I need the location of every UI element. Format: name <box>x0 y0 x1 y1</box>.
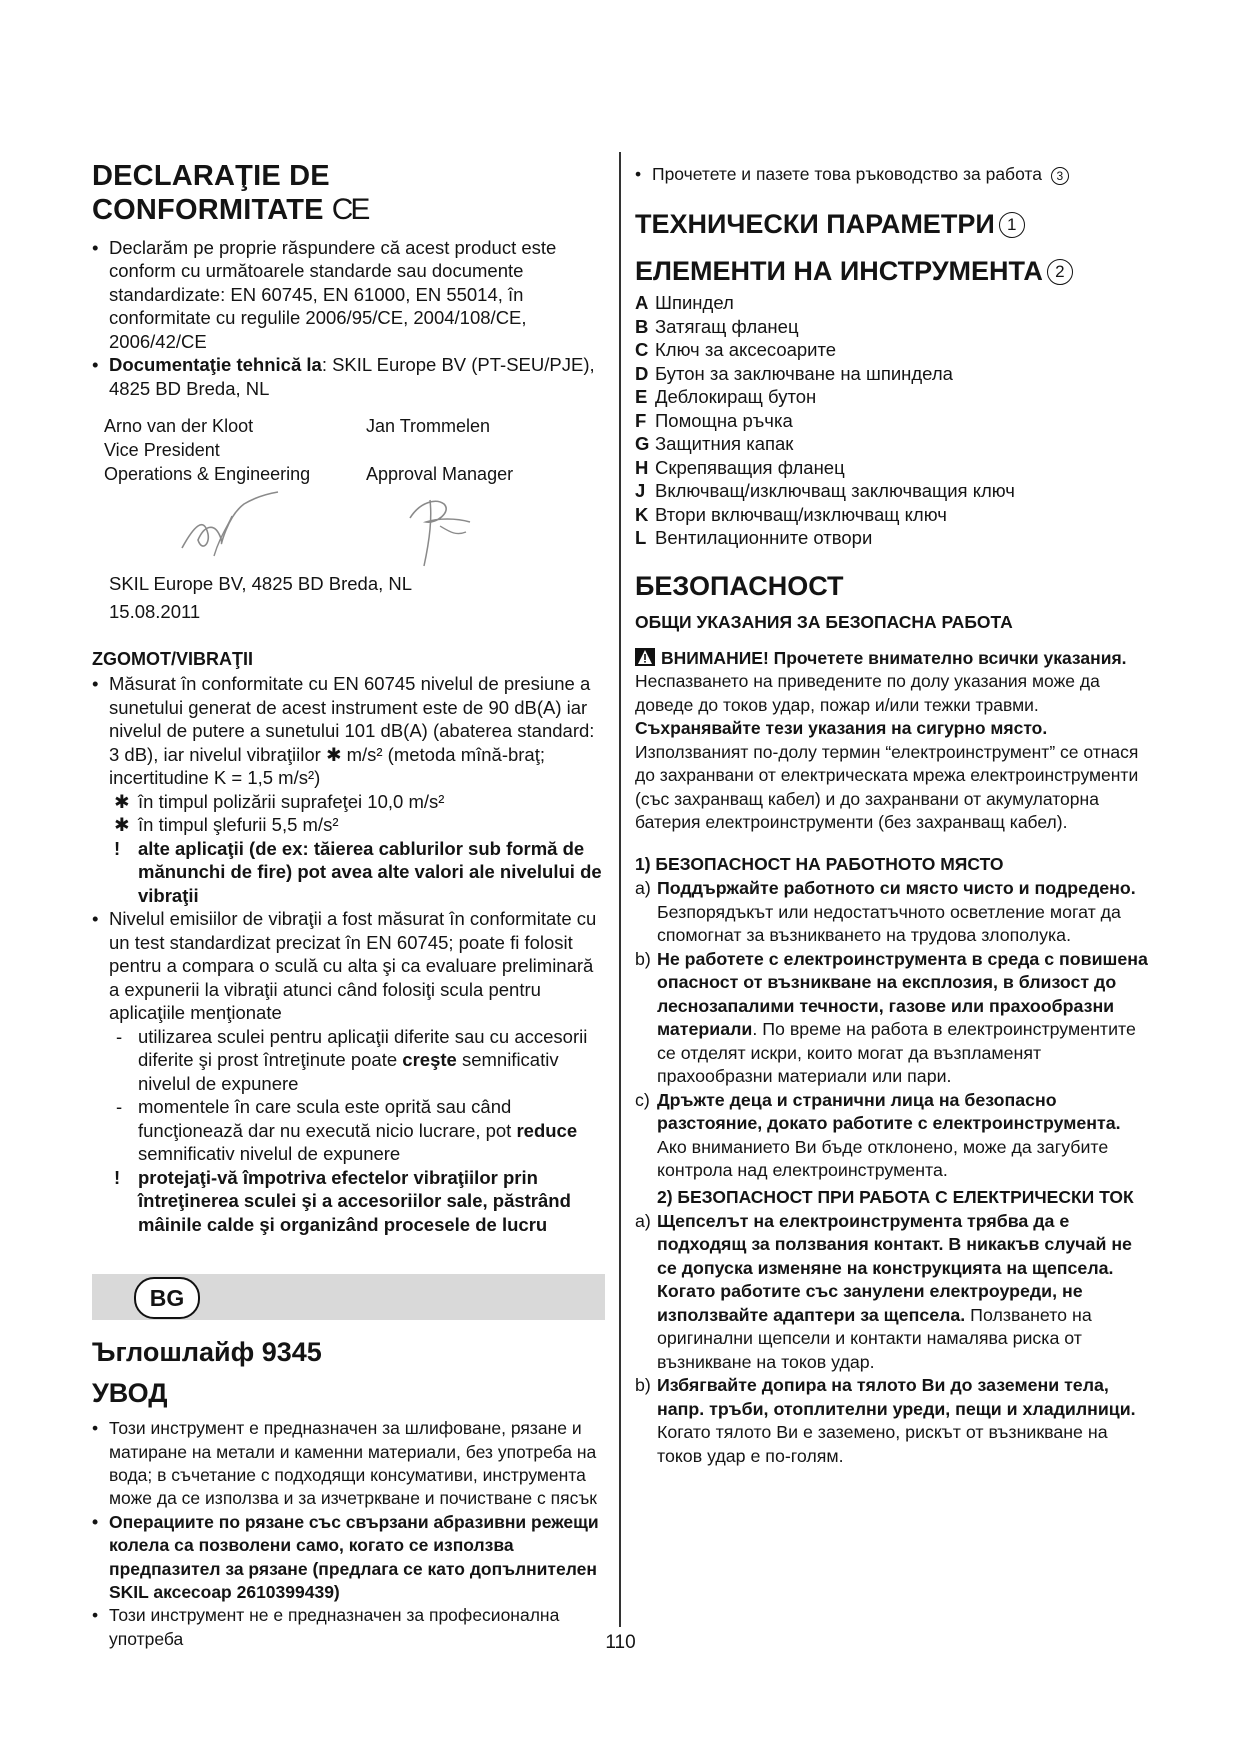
tech-heading: ТЕХНИЧЕСКИ ПАРАМЕТРИ 1 <box>635 208 1155 240</box>
noise-list <box>92 672 605 790</box>
element-item <box>635 385 1155 409</box>
signer-name-2: Jan Trommelen <box>366 416 491 437</box>
company-line: SKIL Europe BV, 4825 BD Breda, NL <box>109 573 413 595</box>
element-text: Скрепяващия фланец <box>655 456 845 478</box>
declaration-list <box>92 236 605 401</box>
element-item <box>635 479 1155 503</box>
element-item <box>635 315 1155 339</box>
figure-2-ref: 2 <box>1047 259 1073 285</box>
read-manual: • Прочетете и пазете това ръководство за работа 3 <box>635 163 1155 186</box>
element-item <box>635 362 1155 386</box>
element-text: Втори включващ/изключващ ключ <box>655 503 947 525</box>
element-letter: D <box>635 362 649 384</box>
signatures <box>104 486 605 566</box>
element-text: Ключ за аксесоарите <box>655 339 837 361</box>
column-divider <box>619 152 621 1627</box>
declaration-title: DECLARAŢIE DE CONFORMITATE CE <box>92 160 368 227</box>
intro-bullet-1: • Този инструмент е предназначен за шлифоване, рязане и матиране на метали и каменни материали, без употреба на вода; в съчетание с подходящи консумативи, инструмента може да се използва и за изчетркване и почистване с пясък <box>92 1417 605 1511</box>
electric-item-b: b) Избягвайте допира на тялото Ви до заземени тела, напр. тръби, отоплителни уреди, пещи и хладилници. Когато тялото Ви е заземено, рискът от възникване на токов удар е по-голям. <box>635 1375 1136 1466</box>
elements-list <box>635 291 1155 550</box>
workplace-item-b: b) Не работете с електроинструмента в среда с повишена опасност от възникване на експлозия, в близост до леснозапалими течности, газове или прахообразни материали. По време на работа в електроинструментите се отделят искри, които могат да възпламенят прахообразни материали или пари. <box>635 948 1148 1087</box>
figure-3-ref: 3 <box>1051 167 1069 185</box>
read-manual-list <box>635 163 1155 186</box>
element-letter: L <box>635 527 647 549</box>
element-text: Шпиндел <box>655 292 734 314</box>
element-text: Помощна ръчка <box>655 409 793 431</box>
element-item <box>635 432 1155 456</box>
declaration-date: 15.08.2011 <box>109 600 201 622</box>
workplace-list <box>635 877 1155 1183</box>
intro-bullet-2: • Операциите по рязане със свързани абразивни режещи колела са позволени само, когато се използва предпазител за рязане (предлага се като допълнителен SKIL аксесоар 2610399439) <box>92 1511 605 1605</box>
technical-documentation: • Documentaţie tehnică la: SKIL Europe BV (PT-SEU/PJE), 4825 BD Breda, NL <box>92 353 605 400</box>
product-title: Ъглошлайф 9345 <box>92 1337 322 1368</box>
element-text: Затягащ фланец <box>655 315 799 337</box>
element-text: Бутон за заключване на шпиндела <box>655 362 953 384</box>
element-item <box>635 503 1155 527</box>
intro-list <box>92 1417 605 1651</box>
general-safety-heading: ОБЩИ УКАЗАНИЯ ЗА БЕЗОПАСНА РАБОТА <box>635 612 1013 633</box>
workplace-item-a: a) Поддържайте работното си място чисто и подредено. Безпорядъкът или недостатъчното осветление могат да спомогнат за възникването на трудова злополука. <box>635 878 1136 946</box>
noise-intro: • Măsurat în conformitate cu EN 60745 nivelul de presiune a sunetului generat de acest instrument este de 90 dB(A) iar nivelul de putere a sunetului 101 dB(A) (abaterea standard: 3 dB), iar nivelul vibraţiilor ✱ m/s² (metoda mînă-braţ; incertitudine K = 1,5 m/s²) <box>92 672 605 790</box>
language-bar <box>92 1274 605 1320</box>
electric-heading: 2) БЕЗОПАСНОСТ ПРИ РАБОТА С ЕЛЕКТРИЧЕСКИ ТОК <box>657 1186 1134 1207</box>
signers <box>104 414 605 486</box>
signer-name-1: Arno van der Kloot <box>104 416 254 437</box>
noise-star-1: ✱ în timpul polizării suprafeţei 10,0 m/s² <box>114 790 445 812</box>
signer-title-1b: Operations & Engineering <box>104 464 311 485</box>
element-item <box>635 291 1155 315</box>
electric-item-a: a) Щепселът на електроинструмента трябва да е подходящ за ползвания контакт. В никакъв случай не се допуска изменяне на конструкцията на щепсела. Когато работите със занулени електроуреди, не използвайте адаптери за щепсела. Ползването на оригинални щепсели и контакти намалява риска от възникване на токов удар. <box>635 1210 1132 1372</box>
element-text: Вентилационните отвори <box>655 527 873 549</box>
intro-bullet-3: • Този инструмент не е предназначен за професионална употреба <box>92 1604 605 1651</box>
safety-heading: БЕЗОПАСНОСТ <box>635 570 844 601</box>
noise-dash-2: - momentele în care scula este oprită sau când funcţionează dar nu execută nicio lucrare, pot reduce semnificativ nivelul de expunere <box>116 1096 578 1165</box>
left-column <box>92 160 605 1651</box>
figure-1-ref: 1 <box>999 212 1025 238</box>
element-letter: H <box>635 456 649 478</box>
element-text: Деблокиращ бутон <box>655 386 817 408</box>
element-letter: F <box>635 409 647 431</box>
electric-list <box>635 1210 1155 1469</box>
element-letter: A <box>635 292 649 314</box>
declaration-bullet: • Declarăm pe proprie răspundere că acest product este conform cu următoarele standarde sau documente standardizate: EN 60745, EN 61000, EN 55014, în conformitate cu regulile 2006/95/CE, 2004/108/CE, 2006/42/CE <box>92 236 605 354</box>
right-column <box>635 163 1155 1468</box>
signer-title-2: Approval Manager <box>366 464 514 485</box>
signature-1-icon <box>174 486 284 564</box>
element-letter: G <box>635 433 650 455</box>
warning-paragraph: ВНИМАНИЕ! Прочетете внимателно всички указания. Неспазването на приведените по долу указания може да доведе до токов удар, пожар и/или тежки травми. Съхранявайте тези указания на сигурно място. Използваният по-долу термин “електроинструмент” се отнася до захранвани от електрическата мрежа електроинструменти (със захранващ кабел) и до захранвани от акумулаторна батерия електроинструменти (без захранващ кабел). <box>635 648 1139 832</box>
element-text: Включващ/изключващ заключващия ключ <box>655 480 1015 502</box>
noise-exclamation-2: ! protejaţi-vă împotriva efectelor vibraţiilor prin întreţinerea sculei şi a accesoriilor sale, păstrând mâinile calde şi organizând procesele de lucru <box>114 1166 571 1235</box>
signature-2-icon <box>400 488 480 570</box>
noise-list-2 <box>92 907 605 1025</box>
noise-bullet-2: • Nivelul emisiilor de vibraţii a fost măsurat în conformitate cu un test standardizat precizat în EN 60745; poate fi folosit pentru a compara o sculă cu alta şi ca evaluare preliminară a expunerii la vibraţii atunci când folosiţi scula pentru aplicaţiile menţionate <box>92 907 605 1025</box>
element-letter: C <box>635 339 649 361</box>
element-item <box>635 456 1155 480</box>
noise-star-2: ✱ în timpul şlefurii 5,5 m/s² <box>114 814 339 836</box>
element-item <box>635 338 1155 362</box>
signer-title-1a: Vice President <box>104 440 220 461</box>
elements-heading: ЕЛЕМЕНТИ НА ИНСТРУМЕНТА 2 <box>635 255 1155 287</box>
element-letter: J <box>635 480 646 502</box>
element-item <box>635 409 1155 433</box>
intro-heading: УВОД <box>92 1377 168 1408</box>
language-badge: BG <box>134 1277 200 1319</box>
workplace-item-c: c) Дръжте деца и странични лица на безопасно разстояние, докато работите с електроинструмента. Ако вниманието Ви бъде отклонено, може да загубите контрола над електроинструмента. <box>635 1089 1121 1181</box>
noise-dash-1: - utilizarea sculei pentru aplicaţii diferite sau cu accesorii diferite şi prost întreţinute poate creşte semnificativ nivelul de expunere <box>116 1025 588 1094</box>
element-letter: B <box>635 315 649 337</box>
noise-heading: ZGOMOT/VIBRAŢII <box>92 649 253 670</box>
warning-icon <box>635 648 655 666</box>
noise-exclamation-1: ! alte aplicaţii (de ex: tăierea cablurilor sub formă de mănunchi de fire) pot avea alte valori ale nivelului de vibraţii <box>114 837 602 906</box>
element-letter: K <box>635 503 649 525</box>
ce-mark-icon: CE <box>331 193 368 227</box>
page-number: 110 <box>605 1632 636 1653</box>
element-letter: E <box>635 386 648 408</box>
element-text: Защитния капак <box>655 433 794 455</box>
element-item <box>635 526 1155 550</box>
workplace-heading: 1) БЕЗОПАСНОСТ НА РАБОТНОТО МЯСТО <box>635 854 1004 875</box>
